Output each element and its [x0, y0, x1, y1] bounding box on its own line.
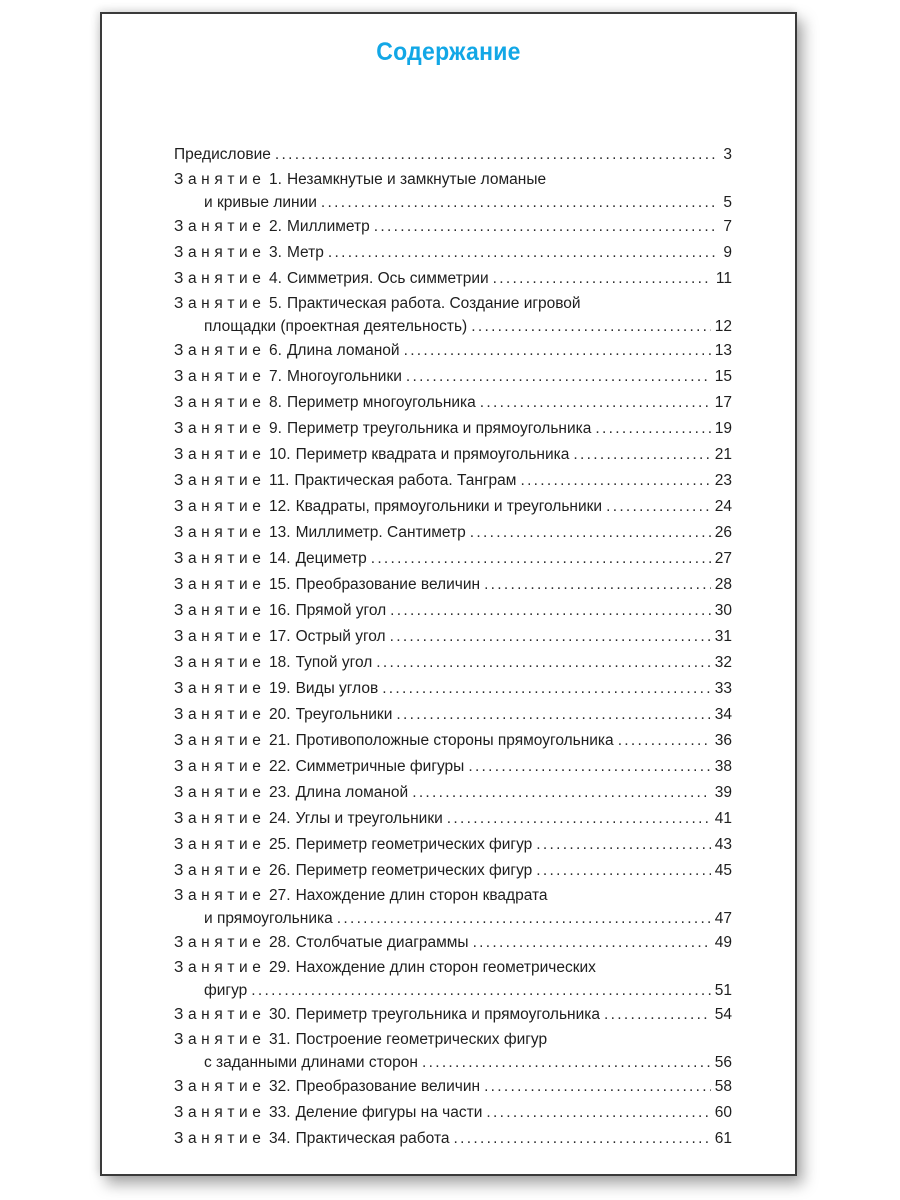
lesson-number: 2.	[269, 218, 282, 235]
toc-line	[174, 546, 732, 572]
page-number: 13	[714, 342, 732, 359]
toc-entry[interactable]	[174, 546, 732, 572]
dot-leader	[390, 598, 711, 624]
entry-title: Периметр многоугольника	[286, 394, 476, 411]
lesson-prefix: Занятие	[174, 1130, 266, 1147]
lesson-prefix: Занятие	[174, 862, 266, 879]
toc-entry[interactable]	[174, 1028, 732, 1074]
page-number: 31	[714, 628, 732, 645]
lesson-number: 24.	[269, 810, 291, 827]
lesson-prefix: Занятие	[174, 758, 266, 775]
entry-title: Виды углов	[295, 680, 379, 697]
page-number: 24	[714, 498, 732, 515]
toc-entry[interactable]	[174, 442, 732, 468]
page-number: 49	[714, 934, 732, 951]
book-page	[100, 12, 797, 1176]
page-number: 36	[714, 732, 732, 749]
toc-line	[174, 168, 732, 192]
lesson-prefix: Занятие	[174, 524, 266, 541]
lesson-number: 7.	[269, 368, 282, 385]
lesson-number: 30.	[269, 1006, 291, 1023]
lesson-prefix: Занятие	[174, 394, 266, 411]
toc-line	[174, 598, 732, 624]
toc-entry[interactable]	[174, 624, 732, 650]
toc-entry[interactable]	[174, 1074, 732, 1100]
toc-entry[interactable]	[174, 754, 732, 780]
dot-leader	[536, 832, 710, 858]
toc-line	[174, 884, 732, 908]
lesson-number: 8.	[269, 394, 282, 411]
dot-leader	[480, 390, 711, 416]
lesson-prefix: Занятие	[174, 1031, 266, 1048]
lesson-number: 11.	[269, 472, 290, 489]
dot-leader	[520, 468, 710, 494]
entry-title: Столбчатые диаграммы	[295, 934, 469, 951]
toc-line	[174, 676, 732, 702]
page-number: 21	[714, 446, 732, 463]
entry-title: Практическая работа	[295, 1130, 450, 1147]
lesson-number: 33.	[269, 1104, 291, 1121]
toc-line	[174, 650, 732, 676]
dot-leader	[618, 728, 711, 754]
toc-line	[174, 316, 732, 338]
toc-line	[174, 442, 732, 468]
toc-line	[174, 390, 732, 416]
lesson-prefix: Занятие	[174, 244, 266, 261]
lesson-number: 9.	[269, 420, 282, 437]
toc-line	[174, 832, 732, 858]
toc-line	[174, 1100, 732, 1126]
toc-entry[interactable]	[174, 364, 732, 390]
toc-line	[174, 1002, 732, 1028]
dot-leader	[404, 338, 711, 364]
toc-line	[174, 980, 732, 1002]
dot-leader	[374, 214, 716, 240]
lesson-number: 28.	[269, 934, 291, 951]
lesson-prefix: Занятие	[174, 732, 266, 749]
entry-title: Предисловие	[174, 146, 271, 163]
toc-line	[174, 364, 732, 390]
dot-leader	[251, 980, 710, 1002]
lesson-prefix: Занятие	[174, 628, 266, 645]
toc-line	[174, 1028, 732, 1052]
lesson-number: 14.	[269, 550, 291, 567]
page-number: 41	[714, 810, 732, 827]
dot-leader	[470, 520, 711, 546]
dot-leader	[604, 1002, 711, 1028]
toc-line	[174, 1074, 732, 1100]
page-number: 9	[723, 244, 732, 261]
page-number: 32	[714, 654, 732, 671]
entry-title: Тупой угол	[295, 654, 373, 671]
page-number: 19	[714, 420, 732, 437]
page-number: 51	[714, 982, 732, 999]
lesson-number: 21.	[269, 732, 291, 749]
lesson-prefix: Занятие	[174, 1078, 266, 1095]
toc-entry[interactable]	[174, 884, 732, 930]
toc-entry[interactable]	[174, 806, 732, 832]
lesson-number: 17.	[269, 628, 291, 645]
page-number: 56	[714, 1054, 732, 1071]
toc-line	[174, 702, 732, 728]
toc-entry[interactable]	[174, 468, 732, 494]
entry-title: площадки (проектная деятельность)	[204, 318, 468, 335]
toc-entry[interactable]	[174, 214, 732, 240]
lesson-prefix: Занятие	[174, 368, 266, 385]
toc-line	[174, 468, 732, 494]
toc-entry[interactable]	[174, 676, 732, 702]
dot-leader	[486, 1100, 710, 1126]
toc-line	[174, 416, 732, 442]
toc-line	[174, 1052, 732, 1074]
dot-leader	[536, 858, 710, 884]
toc-line	[174, 142, 732, 168]
lesson-prefix: Занятие	[174, 602, 266, 619]
dot-leader	[471, 316, 711, 338]
toc-entry[interactable]	[174, 1126, 732, 1152]
toc-entry[interactable]	[174, 168, 732, 214]
page-number: 61	[714, 1130, 732, 1147]
page-number: 7	[723, 218, 732, 235]
lesson-prefix: Занятие	[174, 706, 266, 723]
dot-leader	[484, 572, 711, 598]
entry-title: Периметр квадрата и прямоугольника	[295, 446, 570, 463]
lesson-prefix: Занятие	[174, 959, 266, 976]
entry-title: Многоугольники	[286, 368, 402, 385]
lesson-number: 31.	[269, 1031, 291, 1048]
lesson-prefix: Занятие	[174, 342, 266, 359]
page-number: 3	[723, 146, 732, 163]
lesson-number: 29.	[269, 959, 291, 976]
lesson-prefix: Занятие	[174, 270, 266, 287]
dot-leader	[573, 442, 710, 468]
entry-title: Дециметр	[295, 550, 367, 567]
entry-title: Деление фигуры на части	[295, 1104, 483, 1121]
lesson-number: 12.	[269, 498, 291, 515]
toc-line	[174, 338, 732, 364]
entry-title: Миллиметр. Сантиметр	[295, 524, 466, 541]
dot-leader	[447, 806, 711, 832]
toc-entry[interactable]	[174, 1002, 732, 1028]
entry-title: Прямой угол	[295, 602, 387, 619]
lesson-prefix: Занятие	[174, 836, 266, 853]
entry-title: Треугольники	[295, 706, 393, 723]
lesson-number: 4.	[269, 270, 282, 287]
lesson-prefix: Занятие	[174, 654, 266, 671]
toc-line	[174, 728, 732, 754]
entry-title: Преобразование величин	[295, 576, 481, 593]
page-number: 34	[714, 706, 732, 723]
toc-line	[174, 292, 732, 316]
page-number: 17	[714, 394, 732, 411]
dot-leader	[412, 780, 711, 806]
lesson-number: 19.	[269, 680, 291, 697]
page-number: 26	[714, 524, 732, 541]
dot-leader	[321, 192, 716, 214]
lesson-prefix: Занятие	[174, 550, 266, 567]
entry-title: Нахождение длин сторон геометрических	[295, 959, 596, 976]
entry-title: Квадраты, прямоугольники и треугольники	[295, 498, 603, 515]
lesson-prefix: Занятие	[174, 680, 266, 697]
toc-entry[interactable]	[174, 390, 732, 416]
entry-title: Практическая работа. Танграм	[294, 472, 517, 489]
entry-title: Построение геометрических фигур	[295, 1031, 548, 1048]
lesson-number: 6.	[269, 342, 282, 359]
dot-leader	[275, 142, 716, 168]
entry-title: Симметрия. Ось симметрии	[286, 270, 489, 287]
dot-leader	[422, 1052, 711, 1074]
lesson-prefix: Занятие	[174, 498, 266, 515]
entry-title: Длина ломаной	[295, 784, 409, 801]
toc-line	[174, 240, 732, 266]
page-number: 38	[714, 758, 732, 775]
entry-title: Углы и треугольники	[295, 810, 443, 827]
table-of-contents	[174, 142, 732, 1152]
lesson-number: 15.	[269, 576, 291, 593]
dot-leader	[595, 416, 710, 442]
lesson-number: 20.	[269, 706, 291, 723]
dot-leader	[390, 624, 711, 650]
lesson-number: 13.	[269, 524, 291, 541]
dot-leader	[468, 754, 710, 780]
toc-line	[174, 858, 732, 884]
lesson-prefix: Занятие	[174, 420, 266, 437]
lesson-prefix: Занятие	[174, 1104, 266, 1121]
toc-line	[174, 266, 732, 292]
dot-leader	[606, 494, 711, 520]
lesson-number: 18.	[269, 654, 291, 671]
dot-leader	[493, 266, 712, 292]
toc-line	[174, 214, 732, 240]
toc-line	[174, 520, 732, 546]
lesson-number: 34.	[269, 1130, 291, 1147]
toc-entry[interactable]	[174, 520, 732, 546]
toc-line	[174, 1126, 732, 1152]
page-number: 30	[714, 602, 732, 619]
toc-line	[174, 192, 732, 214]
page-number: 54	[714, 1006, 732, 1023]
entry-title: Метр	[286, 244, 324, 261]
lesson-number: 1.	[269, 171, 282, 188]
page-number: 12	[714, 318, 732, 335]
lesson-prefix: Занятие	[174, 171, 266, 188]
entry-title: с заданными длинами сторон	[204, 1054, 418, 1071]
lesson-prefix: Занятие	[174, 887, 266, 904]
toc-entry[interactable]	[174, 416, 732, 442]
entry-title: Длина ломаной	[286, 342, 400, 359]
page-number: 15	[714, 368, 732, 385]
entry-title: Преобразование величин	[295, 1078, 481, 1095]
entry-title: фигур	[204, 982, 248, 999]
dot-leader	[328, 240, 716, 266]
dot-leader	[473, 930, 711, 956]
toc-entry[interactable]	[174, 266, 732, 292]
lesson-number: 10.	[269, 446, 291, 463]
toc-entry[interactable]	[174, 338, 732, 364]
lesson-number: 27.	[269, 887, 291, 904]
toc-entry[interactable]	[174, 572, 732, 598]
toc-entry[interactable]	[174, 780, 732, 806]
entry-title: Нахождение длин сторон квадрата	[295, 887, 548, 904]
entry-title: Симметричные фигуры	[295, 758, 465, 775]
toc-entry[interactable]	[174, 240, 732, 266]
lesson-prefix: Занятие	[174, 934, 266, 951]
page-number: 58	[714, 1078, 732, 1095]
page-number: 39	[714, 784, 732, 801]
toc-entry[interactable]	[174, 858, 732, 884]
page-title: Содержание	[376, 38, 521, 66]
page-number: 28	[714, 576, 732, 593]
toc-entry[interactable]	[174, 930, 732, 956]
lesson-prefix: Занятие	[174, 218, 266, 235]
toc-entry[interactable]	[174, 956, 732, 1002]
toc-line	[174, 956, 732, 980]
toc-line	[174, 494, 732, 520]
page-number: 11	[715, 270, 732, 287]
toc-entry[interactable]	[174, 292, 732, 338]
toc-line	[174, 780, 732, 806]
lesson-number: 16.	[269, 602, 291, 619]
entry-title: Периметр треугольника и прямоугольника	[295, 1006, 601, 1023]
lesson-number: 23.	[269, 784, 291, 801]
toc-entry[interactable]	[174, 728, 732, 754]
page-number: 5	[723, 194, 732, 211]
lesson-prefix: Занятие	[174, 295, 266, 312]
toc-line	[174, 754, 732, 780]
page-number: 60	[714, 1104, 732, 1121]
toc-line	[174, 806, 732, 832]
entry-title: Практическая работа. Создание игровой	[286, 295, 581, 312]
toc-entry[interactable]	[174, 832, 732, 858]
dot-leader	[406, 364, 711, 390]
lesson-number: 26.	[269, 862, 291, 879]
page-number: 43	[714, 836, 732, 853]
entry-title: Периметр геометрических фигур	[295, 836, 533, 853]
lesson-number: 3.	[269, 244, 282, 261]
entry-title: Незамкнутые и замкнутые ломаные	[286, 171, 547, 188]
lesson-number: 22.	[269, 758, 291, 775]
toc-entry[interactable]	[174, 598, 732, 624]
toc-line	[174, 624, 732, 650]
dot-leader	[382, 676, 711, 702]
toc-line	[174, 572, 732, 598]
lesson-prefix: Занятие	[174, 1006, 266, 1023]
page-number: 47	[714, 910, 732, 927]
lesson-prefix: Занятие	[174, 784, 266, 801]
page-number: 45	[714, 862, 732, 879]
toc-entry[interactable]	[174, 494, 732, 520]
toc-entry[interactable]	[174, 702, 732, 728]
dot-leader	[371, 546, 711, 572]
toc-entry[interactable]	[174, 650, 732, 676]
lesson-number: 25.	[269, 836, 291, 853]
entry-title: Острый угол	[295, 628, 386, 645]
lesson-number: 5.	[269, 295, 282, 312]
lesson-prefix: Занятие	[174, 446, 266, 463]
toc-entry[interactable]	[174, 1100, 732, 1126]
entry-title: и прямоугольника	[204, 910, 333, 927]
dot-leader	[484, 1074, 711, 1100]
entry-title: Противоположные стороны прямоугольника	[295, 732, 614, 749]
lesson-prefix: Занятие	[174, 576, 266, 593]
entry-title: и кривые линии	[204, 194, 317, 211]
dot-leader	[396, 702, 710, 728]
toc-line	[174, 908, 732, 930]
toc-line	[174, 930, 732, 956]
entry-title: Миллиметр	[286, 218, 370, 235]
dot-leader	[376, 650, 710, 676]
entry-title: Периметр геометрических фигур	[295, 862, 533, 879]
lesson-prefix: Занятие	[174, 810, 266, 827]
toc-entry[interactable]	[174, 142, 732, 168]
page-number: 27	[714, 550, 732, 567]
dot-leader	[454, 1126, 711, 1152]
page-number: 33	[714, 680, 732, 697]
lesson-prefix: Занятие	[174, 472, 266, 489]
entry-title: Периметр треугольника и прямоугольника	[286, 420, 592, 437]
lesson-number: 32.	[269, 1078, 291, 1095]
dot-leader	[337, 908, 711, 930]
page-number: 23	[714, 472, 732, 489]
